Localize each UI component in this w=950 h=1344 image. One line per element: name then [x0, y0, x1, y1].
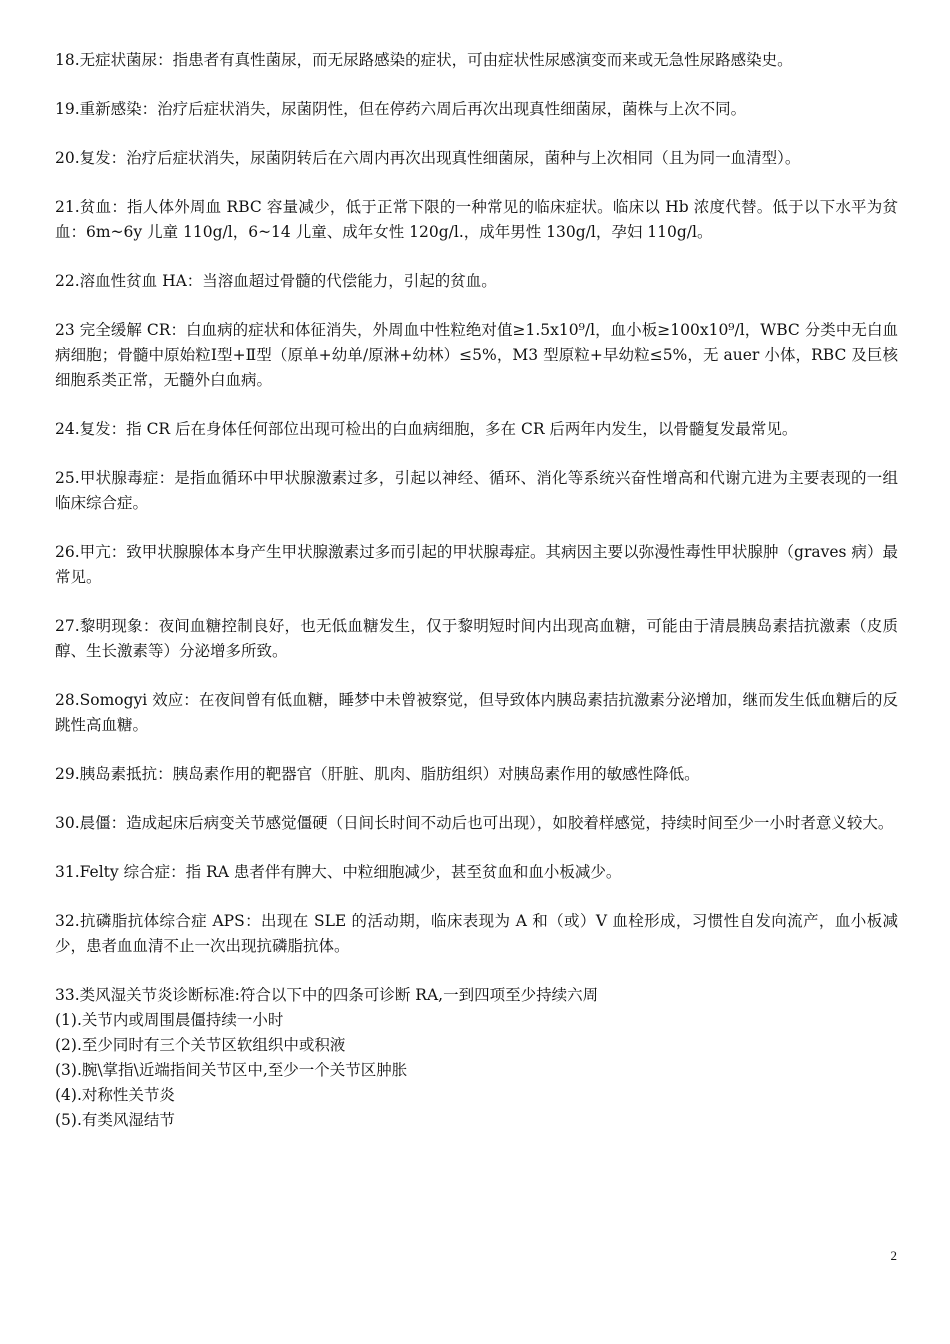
definition-32: 32.抗磷脂抗体综合症 APS：出现在 SLE 的活动期，临床表现为 A 和（或）V 血栓形成，习惯性自发向流产，血小板减少，患者血血清不止一次出现抗磷脂抗体。 — [55, 912, 898, 955]
ra-criteria-heading: 33.类风湿关节炎诊断标准:符合以下中的四条可诊断 RA,一到四项至少持续六周 — [55, 986, 599, 1004]
definition-21: 21.贫血：指人体外周血 RBC 容量减少，低于正常下限的一种常见的临床症状。临床以 Hb 浓度代替。低于以下水平为贫血：6m~6y 儿童 110g/l，6~14 儿童、成年女性 120g/l.，成年男性 130g/l，孕妇 110g/l。 — [55, 198, 898, 241]
ra-criteria — [55, 983, 898, 1133]
definition-30: 30.晨僵：造成起床后病变关节感觉僵硬（日间长时间不动后也可出现），如胶着样感觉，持续时间至少一小时者意义较大。 — [55, 814, 894, 832]
definition-23: 23 完全缓解 CR：白血病的症状和体征消失，外周血中性粒绝对值≥1.5x10⁹/l，血小板≥100x10⁹/l，WBC 分类中无白血病细胞；骨髓中原始粒Ⅰ型+Ⅱ型（原单+幼单/原淋+幼林）≤5%，M3 型原粒+早幼粒≤5%，无 auer 小体，RBC 及巨核细胞系类正常，无髓外白血病。 — [55, 321, 898, 389]
ra-criteria-item: (2).至少同时有三个关节区软组织中或积液 — [55, 1036, 346, 1054]
definition-18: 18.无症状菌尿：指患者有真性菌尿，而无尿路感染的症状，可由症状性尿感演变而来或无急性尿路感染史。 — [55, 51, 793, 69]
definition-27: 27.黎明现象：夜间血糖控制良好，也无低血糖发生，仅于黎明短时间内出现高血糖，可能由于清晨胰岛素拮抗激素（皮质醇、生长激素等）分泌增多所致。 — [55, 617, 898, 660]
definition-28: 28.Somogyi 效应：在夜间曾有低血糖，睡梦中未曾被察觉，但导致体内胰岛素拮抗激素分泌增加，继而发生低血糖后的反跳性高血糖。 — [55, 691, 898, 734]
definition-24: 24.复发：指 CR 后在身体任何部位出现可检出的白血病细胞，多在 CR 后两年内发生，以骨髓复发最常见。 — [55, 420, 798, 438]
definition-19: 19.重新感染：治疗后症状消失，尿菌阴性，但在停药六周后再次出现真性细菌尿，菌株与上次不同。 — [55, 100, 747, 118]
definition-22: 22.溶血性贫血 HA：当溶血超过骨髓的代偿能力，引起的贫血。 — [55, 272, 497, 290]
definition-29: 29.胰岛素抵抗：胰岛素作用的靶器官（肝脏、肌肉、脂肪组织）对胰岛素作用的敏感性降低。 — [55, 765, 700, 783]
definition-25: 25.甲状腺毒症：是指血循环中甲状腺激素过多，引起以神经、循环、消化等系统兴奋性增高和代谢亢进为主要表现的一组临床综合症。 — [55, 469, 898, 512]
document-page — [55, 48, 898, 1133]
ra-criteria-item: (4).对称性关节炎 — [55, 1086, 175, 1104]
ra-criteria-item: (3).腕\掌指\近端指间关节区中,至少一个关节区肿胀 — [55, 1061, 408, 1079]
definition-31: 31.Felty 综合症：指 RA 患者伴有脾大、中粒细胞减少，甚至贫血和血小板减少。 — [55, 863, 622, 881]
ra-criteria-item: (5).有类风湿结节 — [55, 1111, 175, 1129]
definition-26: 26.甲亢：致甲状腺腺体本身产生甲状腺激素过多而引起的甲状腺毒症。其病因主要以弥漫性毒性甲状腺肿（graves 病）最常见。 — [55, 543, 898, 586]
definition-20: 20.复发：治疗后症状消失，尿菌阴转后在六周内再次出现真性细菌尿，菌种与上次相同（且为同一血清型）。 — [55, 149, 801, 167]
page-number: 2 — [890, 1248, 897, 1263]
ra-criteria-item: (1).关节内或周围晨僵持续一小时 — [55, 1011, 284, 1029]
